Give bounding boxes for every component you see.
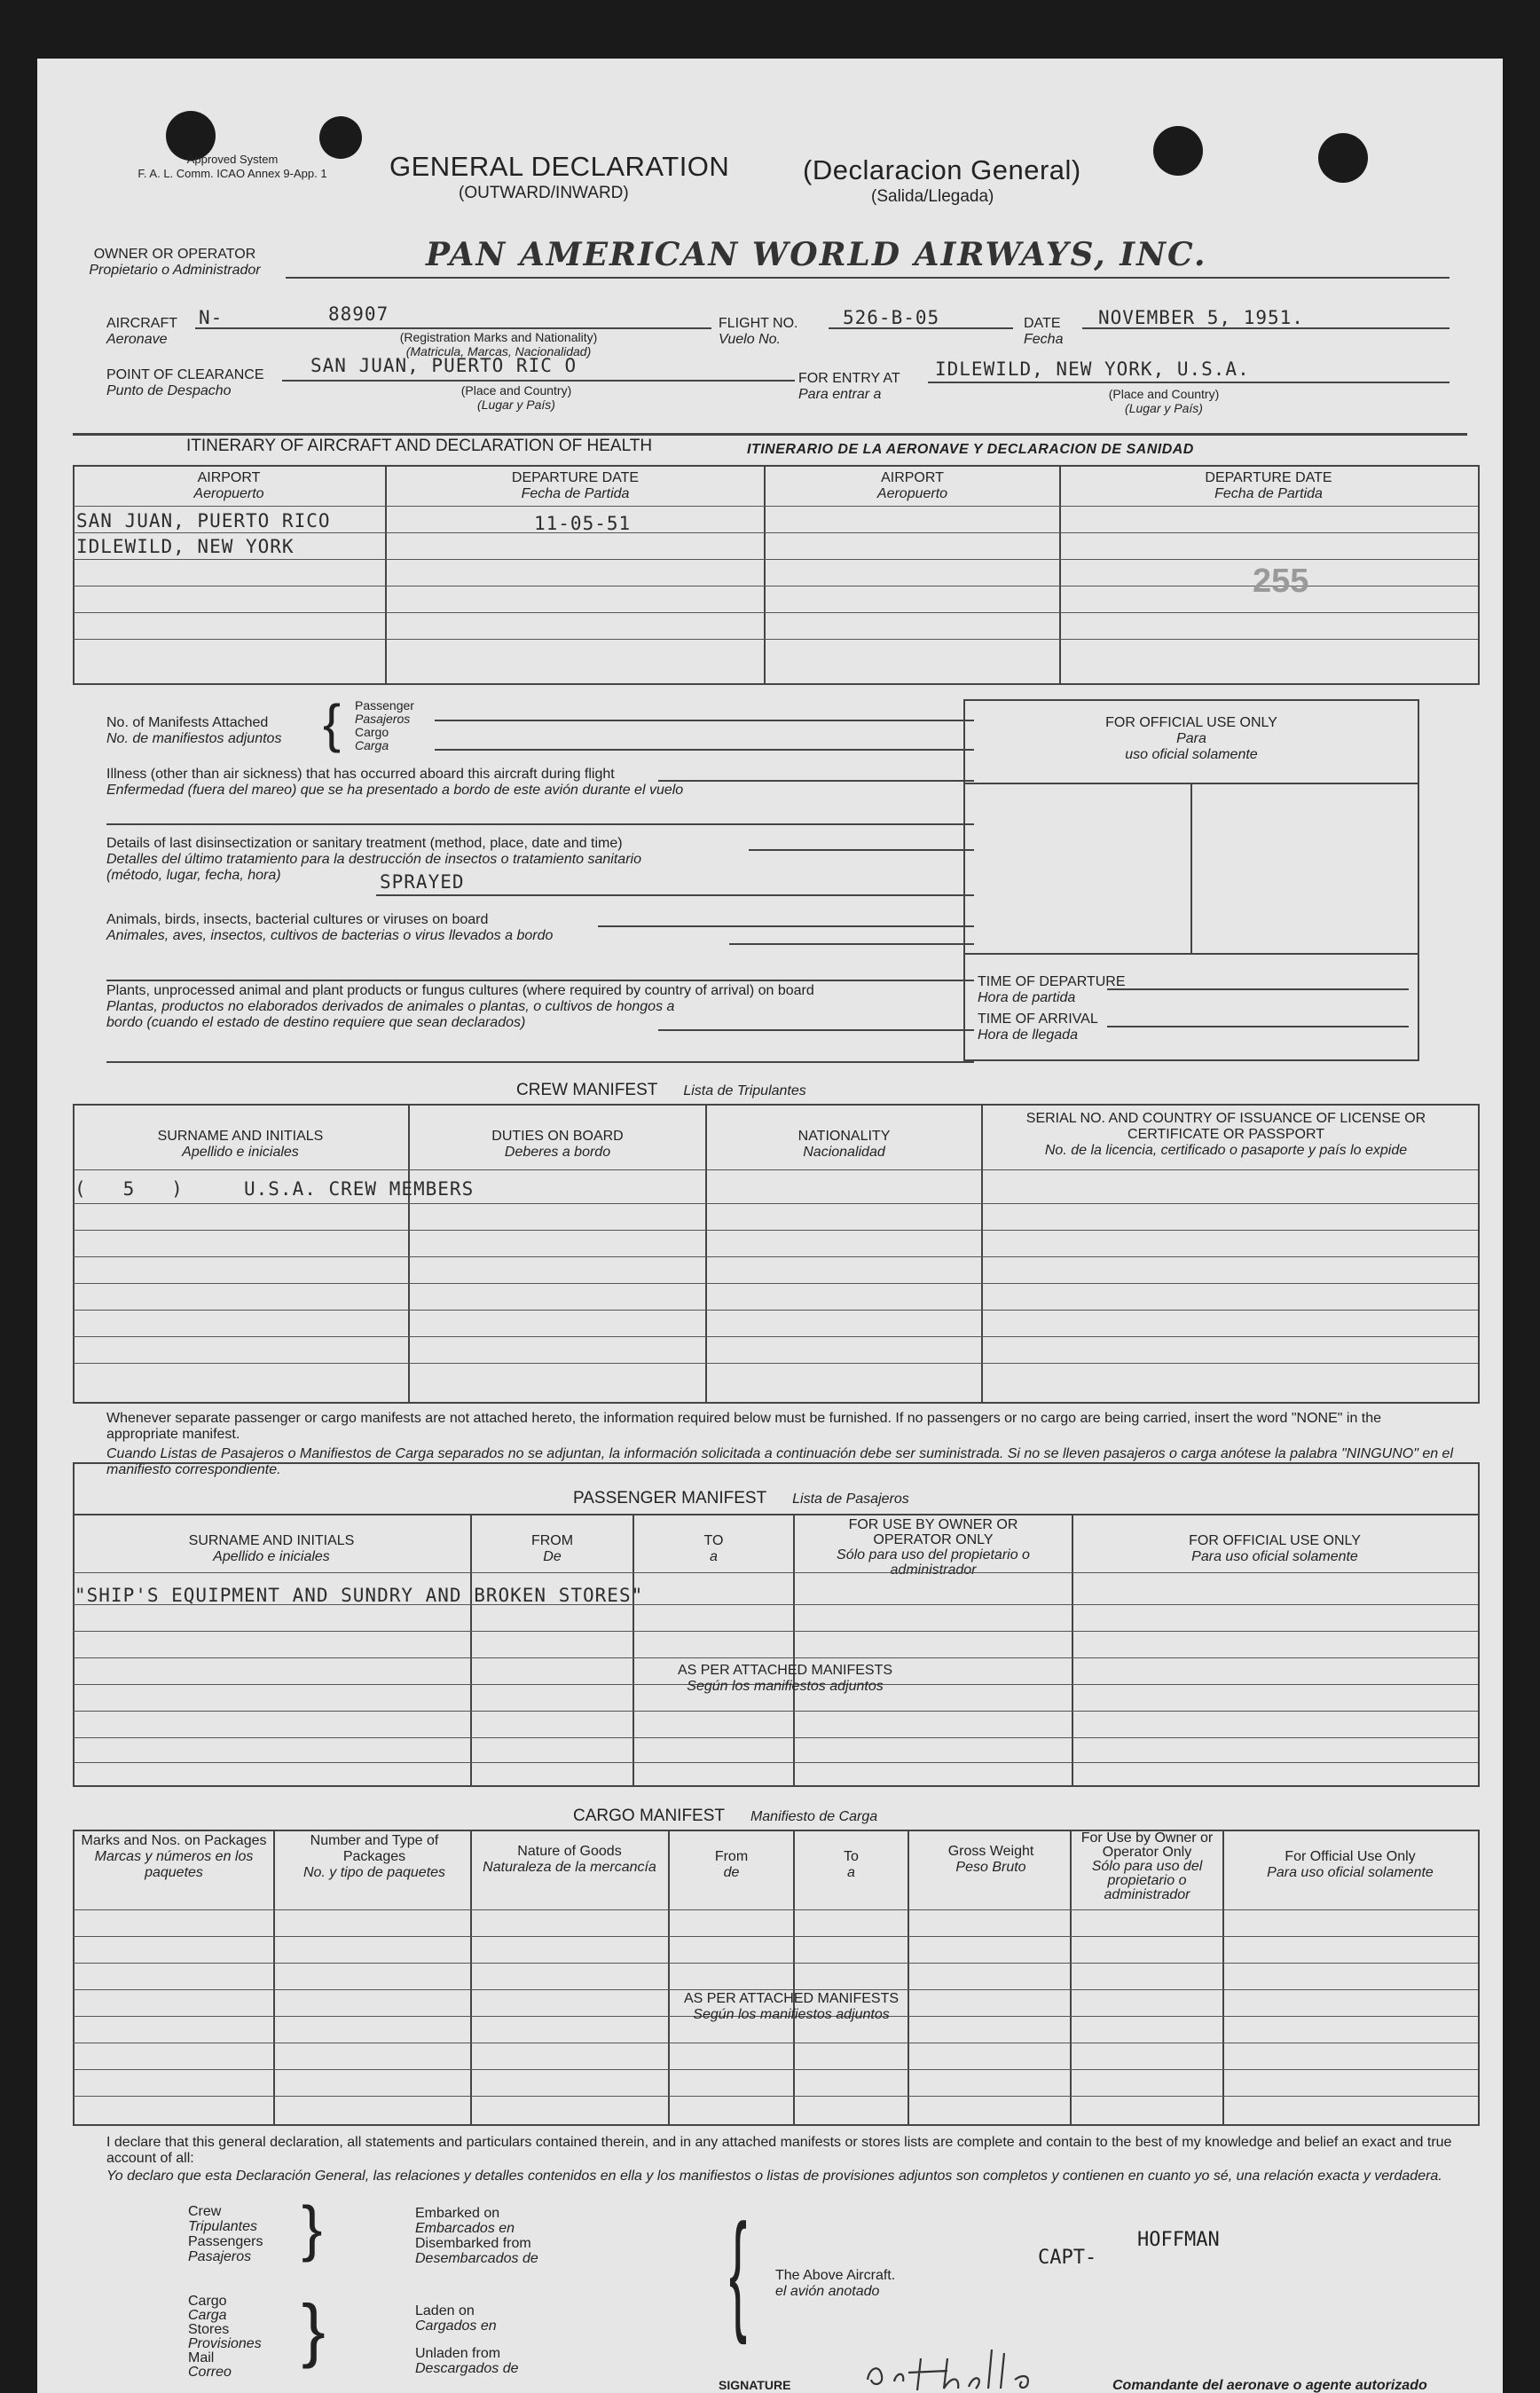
entry-underline [928,382,1450,383]
plants-line [106,1061,974,1063]
passenger-row-line [73,1762,1478,1763]
passenger-row-line [73,1657,1478,1658]
itinerary-row-line [73,559,1478,560]
brace-icon: } [302,2193,323,2263]
itinerary-airport-1: SAN JUAN, PUERTO RICO [76,510,331,531]
manifests-brace: { [323,694,342,753]
passenger-header-official: FOR OFFICIAL USE ONLY Para uso oficial solamente [1189,1533,1361,1564]
itinerary-row-line [73,532,1478,533]
cargo-header-to: To a [844,1849,859,1880]
form-subtitle-es: (Salida/Llegada) [871,187,994,206]
clearance-label: POINT OF CLEARANCE Punto de Despacho [106,367,264,398]
cargo-row-line [73,2069,1478,2070]
itinerary-row-line [73,506,1478,507]
passenger-header-owner: FOR USE BY OWNER OR OPERATOR ONLY Sólo para uso del propietario o administrador [837,1517,1030,1578]
notice-es: Cuando Listas de Pasajeros o Manifiestos de Carga separados no se adjuntan, la información solicitada a continuación debe ser suministrada. Si no se lleven pasajeros o carga anótese la palabra "NINGUNO" en el manifiesto correspondiente. [106,1446,1454,1477]
cargo-col-divider [470,1830,472,2124]
itinerary-title-es: ITINERARIO DE LA AERONAVE Y DECLARACION DE SANIDAD [747,442,1194,457]
clearance-underline [282,380,795,382]
aircraft-underline [195,327,711,329]
passenger-header-from: FROM De [530,1533,574,1564]
departure-time-label: TIME OF DEPARTURE Hora de partida [978,974,1126,1005]
itinerary-date-1: 11-05-51 [534,513,632,534]
commander-label: Comandante del aeronave o agente autorizado [1112,2378,1427,2393]
entry-value: IDLEWILD, NEW YORK, U.S.A. [935,358,1250,380]
arrival-time-line [1107,1026,1409,1027]
animals-line [598,925,974,927]
date-label: DATE Fecha [1024,316,1064,347]
crew-header-duties: DUTIES ON BOARD Deberes a bordo [491,1129,624,1160]
cargo-col-divider [908,1830,909,2124]
crew-title: CREW MANIFEST Lista de Tripulantes [516,1081,806,1099]
crew-row-line [73,1336,1478,1337]
cargo-attached: AS PER ATTACHED MANIFESTS Según los manifiestos adjuntos [683,1991,900,2022]
itinerary-airport-2: IDLEWILD, NEW YORK [76,536,295,557]
passenger-table-top [73,1514,1478,1515]
itinerary-row-line [73,612,1478,613]
owner-label: OWNER OR OPERATOR Propietario o Administrador [89,247,261,278]
animals-line [106,980,974,981]
cargo-stores-labels: Cargo Carga Stores Provisiones Mail Correo [188,2294,262,2380]
cargo-row-line [73,1936,1478,1937]
passenger-table-top [73,1462,1478,1464]
general-declaration-form [37,59,1503,2393]
plants-line [658,1029,974,1031]
passenger-row-line [73,1737,1478,1738]
captain-name: HOFFMAN [1137,2229,1220,2251]
cargo-header-goods: Nature of Goods Naturaleza de la mercancía [483,1844,656,1875]
passenger-title: PASSENGER MANIFEST Lista de Pasajeros [573,1489,909,1507]
cargo-header-owner: For Use by Owner or Operator Only Sólo para uso del propietario o administrador [1080,1830,1214,1902]
passenger-entry: "SHIP'S EQUIPMENT AND SUNDRY AND BROKEN STORES" [75,1585,644,1606]
owner-value: PAN AMERICAN WORLD AIRWAYS, INC. [426,236,1207,273]
official-use-title: FOR OFFICIAL USE ONLY Para uso oficial solamente [1105,715,1277,762]
punch-hole-icon [1153,126,1203,176]
passenger-row-line [73,1631,1478,1632]
cargo-title: CARGO MANIFEST Manifiesto de Carga [573,1807,878,1825]
manifests-line [435,749,974,751]
itinerary-header-airport-2: AIRPORT Aeropuerto [876,470,948,501]
owner-underline [286,277,1450,279]
crew-row-line [73,1169,1478,1170]
cargo-header-marks: Marks and Nos. on Packages Marcas y números en los paquetes [81,1833,267,1880]
form-title-es: (Declaracion General) [803,154,1081,185]
laden-labels: Laden on Cargados en Unladen from Descargados de [415,2303,519,2376]
illness-line [658,780,974,782]
itinerary-title: ITINERARY OF AIRCRAFT AND DECLARATION OF HEALTH [186,437,653,455]
crew-row-line [73,1230,1478,1231]
cargo-header-weight: Gross Weight Peso Bruto [947,1844,1034,1875]
crew-row-line [73,1310,1478,1311]
cargo-row-line [73,1963,1478,1964]
disinsect-value: SPRAYED [380,871,465,893]
cargo-row-line [73,1989,1478,1990]
punch-hole-icon [1318,133,1368,183]
clearance-caption: (Place and Country) (Lugar y País) [460,383,572,412]
illness-line [106,823,974,825]
entry-label: FOR ENTRY AT Para entrar a [798,371,900,402]
crew-header-nationality: NATIONALITY Nacionalidad [798,1129,891,1160]
passenger-attached: AS PER ATTACHED MANIFESTS Según los manifiestos adjuntos [677,1663,893,1694]
clearance-value: SAN JUAN, PUERTO RIC O [310,355,578,376]
signature-label: SIGNATURE [719,2378,791,2392]
crew-entry: ( 5 ) U.S.A. CREW MEMBERS [75,1178,475,1200]
cargo-header-official: For Official Use Only Para uso oficial solamente [1267,1849,1434,1880]
aircraft-prefix: N- [199,307,224,328]
animals-line [729,943,974,945]
itinerary-row-line [73,639,1478,640]
disinsect-line [749,849,974,851]
manifests-types: Passenger Pasajeros Cargo Carga [355,698,414,752]
captain-prefix: CAPT- [1038,2247,1097,2269]
itinerary-top-rule [73,433,1467,436]
official-use-divider [963,953,1418,955]
passenger-header-surname: SURNAME AND INITIALS Apellido e iniciales [188,1533,355,1564]
crew-header-serial: SERIAL NO. AND COUNTRY OF ISSUANCE OF LICENSE OR CERTIFICATE OR PASSPORT No. de la licencia, certificado o pasaporte y país lo expide [1025,1111,1426,1158]
brace-icon: } [302,2290,326,2369]
crew-col-divider [981,1104,983,1402]
declaration-es: Yo declaro que esta Declaración General, las relaciones y detalles contenidos en ella y los manifiestos o listas de provisiones adjuntos son completos y contienen en cuanto yo sé, una relación exacta y verdadera. [106,2169,1442,2184]
official-use-divider [1190,783,1192,953]
manifests-label: No. of Manifests Attached No. de manifiestos adjuntos [106,715,282,746]
flight-underline [829,327,1013,329]
crew-passengers-labels: Crew Tripulantes Passengers Pasajeros [188,2204,263,2264]
illness-label: Illness (other than air sickness) that has occurred aboard this aircraft during flight Enfermedad (fuera del mareo) que se ha presentado a bordo de este avión durante el vuelo [106,767,684,798]
form-title: GENERAL DECLARATION [389,151,730,182]
entry-caption: (Place and Country) (Lugar y País) [1108,387,1220,415]
aircraft-registration: 88907 [328,303,389,325]
approval-note: Approved System F. A. L. Comm. ICAO Annex 9-App. 1 [138,153,327,180]
large-brace-icon: { [729,2196,748,2345]
flight-label: FLIGHT NO. Vuelo No. [719,316,798,347]
animals-label: Animals, birds, insects, bacterial cultures or viruses on board Animales, aves, insectos, cultivos de bacterias o virus llevados a bordo [106,912,554,943]
date-value: NOVEMBER 5, 1951. [1098,307,1304,328]
crew-header-surname: SURNAME AND INITIALS Apellido e iniciales [157,1129,324,1160]
itinerary-header-departure: DEPARTURE DATE Fecha de Partida [511,470,640,501]
cargo-row-line [73,2096,1478,2097]
plants-label: Plants, unprocessed animal and plant products or fungus cultures (where required by country of arrival) on board Plantas, productos no elaborados derivados de animales o plantas, o cultivos de hongos a bordo (cuando el estado de destino requiere que sean declarados) [106,983,814,1030]
cargo-row-line [73,1909,1478,1910]
notice-en: Whenever separate passenger or cargo manifests are not attached hereto, the information required below must be furnished. If no passengers or no cargo are being carried, insert the word "NONE" in the appropriate manifest. [106,1411,1382,1442]
itinerary-header-departure-2: DEPARTURE DATE Fecha de Partida [1205,470,1332,501]
arrival-time-label: TIME OF ARRIVAL Hora de llegada [978,1012,1098,1043]
above-aircraft: The Above Aircraft. el avión anotado [775,2268,896,2299]
departure-time-line [1107,988,1409,990]
disinsect-line [376,894,974,896]
disinsect-label: Details of last disinsectization or sanitary treatment (method, place, date and time) Detalles del último tratamiento para la destrucción de insectos o tratamiento sanitario (método, lugar, fecha, hora) [106,836,641,883]
passenger-row-line [73,1711,1478,1712]
cargo-col-divider [273,1830,275,2124]
crew-row-line [73,1203,1478,1204]
flight-number: 526-B-05 [843,307,940,328]
passenger-col-divider [793,1514,795,1787]
manifests-line [435,720,974,721]
date-underline [1082,327,1450,329]
cargo-col-divider [1070,1830,1072,2124]
itinerary-stamp: 255 [1253,563,1309,600]
cargo-header-packages: Number and Type of Packages No. y tipo de paquetes [302,1833,446,1880]
crew-row-line [73,1363,1478,1364]
passenger-header-to: TO a [703,1533,724,1564]
itinerary-header-airport: AIRPORT Aeropuerto [193,470,264,501]
crew-row-line [73,1283,1478,1284]
form-subtitle: (OUTWARD/INWARD) [459,184,629,202]
aircraft-label: AIRCRAFT Aeronave [106,316,177,347]
declaration-en: I declare that this general declaration, all statements and particulars contained therein, and in any attached manifests or stores lists are complete and contain to the best of my knowledge and belief an exact and true account of all: [106,2135,1452,2166]
embark-labels: Embarked on Embarcados en Disembarked from Desembarcados de [415,2206,538,2266]
passenger-table [73,1462,1480,1787]
passenger-row-line [73,1572,1478,1573]
cargo-header-from: From de [714,1849,749,1880]
crew-row-line [73,1256,1478,1257]
captain-signature [859,2341,1089,2393]
aircraft-caption: (Registration Marks and Nationality) (Matricula, Marcas, Nacionalidad) [399,330,598,358]
